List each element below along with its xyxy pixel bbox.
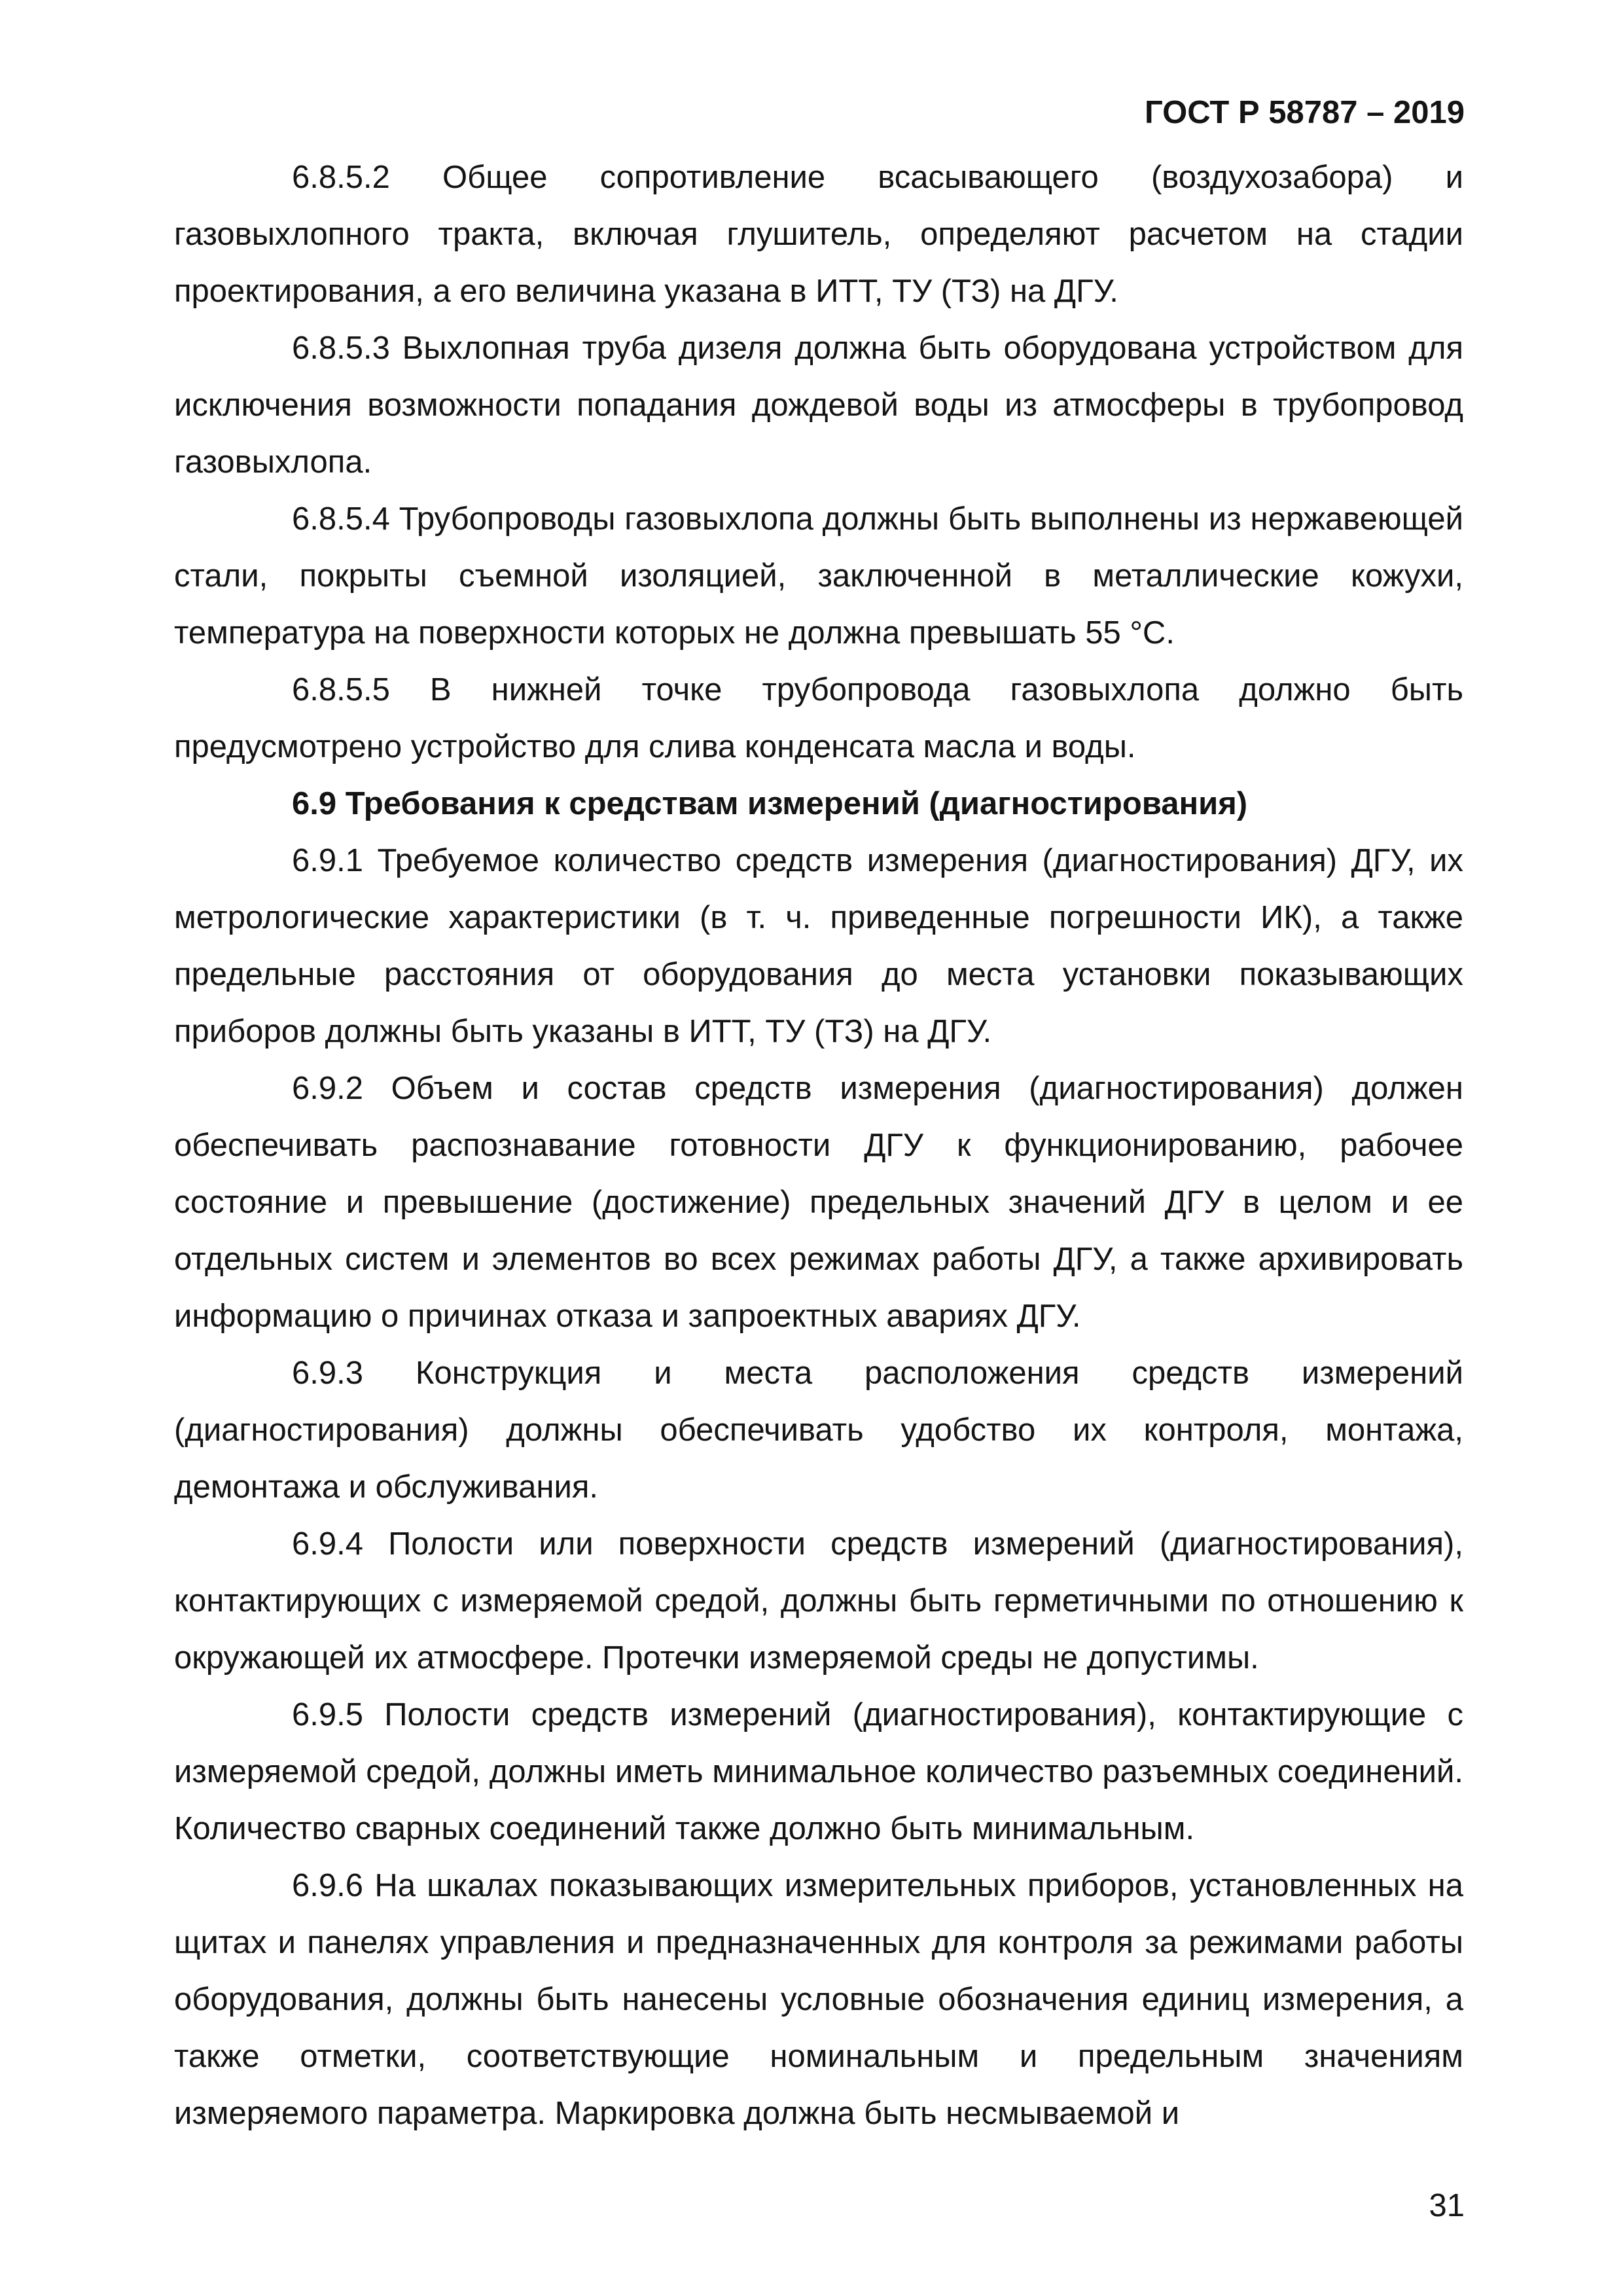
paragraph-6-9-4: 6.9.4 Полости или поверхности средств измерений (диагностирования), контактирующих с измеряемой средой, должны быть герметичными по отношению к окружающей их атмосфере. Протечки измеряемой среды не допустимы. <box>174 1526 1463 1676</box>
paragraph-6-8-5-5: 6.8.5.5 В нижней точке трубопровода газовыхлопа должно быть предусмотрено устройство для слива конденсата масла и воды. <box>174 672 1463 764</box>
section-heading-6-9: 6.9 Требования к средствам измерений (диагностирования) <box>292 786 1248 821</box>
paragraph-6-9-5: 6.9.5 Полости средств измерений (диагностирования), контактирующие с измеряемой средой, должны иметь минимальное количество разъемных соединений. Количество сварных соединений также должно быть минимальным. <box>174 1697 1463 1846</box>
document-body <box>174 149 1463 2142</box>
paragraph-6-9-2: 6.9.2 Объем и состав средств измерения (диагностирования) должен обеспечивать распознавание готовности ДГУ к функционированию, рабочее состояние и превышение (достижение) предельных значений ДГУ в целом и ее отдельных систем и элементов во всех режимах работы ДГУ, а также архивировать информацию о причинах отказа и запроектных авариях ДГУ. <box>174 1071 1463 1334</box>
document-code-header: ГОСТ Р 58787 – 2019 <box>1145 95 1465 130</box>
paragraph-6-9-6: 6.9.6 На шкалах показывающих измерительных приборов, установленных на щитах и панелях управления и предназначенных для контроля за режимами работы оборудования, должны быть нанесены условные обозначения единиц измерения, а также отметки, соответствующие номинальным и предельным значениям измеряемого параметра. Маркировка должна быть несмываемой и <box>174 1868 1463 2131</box>
paragraph-6-9-1: 6.9.1 Требуемое количество средств измерения (диагностирования) ДГУ, их метрологические характеристики (в т. ч. приведенные погрешности ИК), а также предельные расстояния от оборудования до места установки показывающих приборов должны быть указаны в ИТТ, ТУ (ТЗ) на ДГУ. <box>174 843 1463 1049</box>
paragraph-6-8-5-4: 6.8.5.4 Трубопроводы газовыхлопа должны быть выполнены из нержавеющей стали, покрыты съемной изоляцией, заключенной в металлические кожухи, температура на поверхности которых не должна превышать 55 °С. <box>174 501 1463 651</box>
paragraph-6-8-5-2: 6.8.5.2 Общее сопротивление всасывающего (воздухозабора) и газовыхлопного тракта, включая глушитель, определяют расчетом на стадии проектирования, а его величина указана в ИТТ, ТУ (ТЗ) на ДГУ. <box>174 160 1463 309</box>
page-number: 31 <box>1429 2188 1465 2223</box>
paragraph-6-8-5-3: 6.8.5.3 Выхлопная труба дизеля должна быть оборудована устройством для исключения возможности попадания дождевой воды из атмосферы в трубопровод газовыхлопа. <box>174 331 1463 480</box>
paragraph-6-9-3: 6.9.3 Конструкция и места расположения средств измерений (диагностирования) должны обеспечивать удобство их контроля, монтажа, демонтажа и обслуживания. <box>174 1355 1463 1505</box>
